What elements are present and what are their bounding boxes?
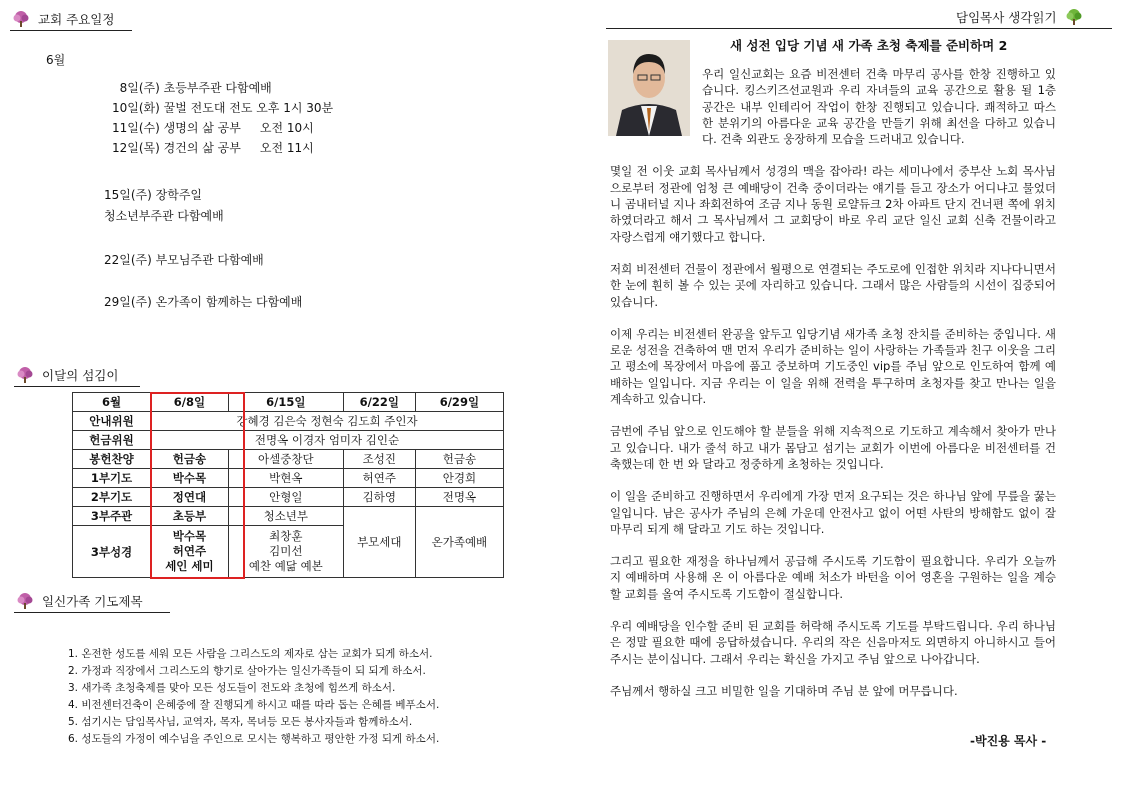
table-cell <box>151 526 229 578</box>
table-row-header: 1부기도 <box>73 469 151 488</box>
table-row <box>73 507 504 526</box>
schedule-item: 청소년부주관 다함예배 <box>104 209 224 223</box>
table-cell: 온가족예배 <box>415 507 503 578</box>
list-item: 3. 새가족 초청축제를 맞아 모든 성도들이 전도와 초청에 힘쓰게 하소서. <box>68 682 396 694</box>
schedule-item: 10일(화) 꿀벌 전도대 전도 오후 1시 30분 <box>112 101 334 115</box>
article-body <box>610 66 1056 715</box>
article-paragraph: 이제 우리는 비전센터 완공을 앞두고 입당기념 새가족 초청 잔치를 준비하는 중입니다. 새로운 성전을 건축하여 맨 먼저 우리가 준비하는 일이 사랑하는 가족들과 친구 이웃을 그리고 평소에 목장에서 마음에 품고 중보하며 기도중인 vip를 주님 앞으로 인도하여 함께 예배하는 일입니다. 지금 우리는 이 일을 위해 전력을 투구하며 초청자를 찾고 만나는 일을 계속하고 있습니다. <box>610 326 1056 407</box>
schedule-item: 12일(목) 경건의 삶 공부 오전 11시 <box>112 141 314 155</box>
schedule-item: 29일(주) 온가족이 함께하는 다함예배 <box>104 295 303 309</box>
tree-icon <box>10 10 32 28</box>
schedule-list-week1 <box>112 78 333 158</box>
cell-line: 박수목 <box>172 529 207 543</box>
table-cell: 전명옥 이경자 엄미자 김인순 <box>151 431 504 450</box>
table-row-header: 3부성경 <box>73 526 151 578</box>
list-item: 4. 비전센터건축이 은혜중에 잘 진행되게 하시고 때를 따라 돕는 은혜를 베푸소서. <box>68 699 440 711</box>
table-cell: 박현옥 <box>228 469 343 488</box>
table-cell: 청소년부 <box>228 507 343 526</box>
table-cell: 헌금송 <box>415 450 503 469</box>
table-row-header: 봉헌찬양 <box>73 450 151 469</box>
table-cell: 부모세대 <box>343 507 415 578</box>
list-item: 1. 온전한 성도를 세워 모든 사람을 그리스도의 제자로 삼는 교회가 되게 하소서. <box>68 648 433 660</box>
schedule-item: 22일(주) 부모님주관 다함예배 <box>104 253 264 267</box>
prayer-section-header <box>14 592 143 610</box>
table-cell: 6/22일 <box>343 393 415 412</box>
table-cell: 박수목 <box>151 469 229 488</box>
table-row <box>73 469 504 488</box>
list-item: 5. 섬기시는 담임목사님, 교역자, 목자, 목녀등 모든 봉사자들과 함께하소서. <box>68 716 413 728</box>
article-paragraph: 우리 예배당을 인수할 준비 된 교회를 허락해 주시도록 기도를 부탁드립니다. 우리 하나님은 정말 필요한 때에 응답하셨습니다. 우리의 작은 신음마저도 외면하지 아니하시고 들어 주시는 분이십니다. 그래서 우리는 확신을 가지고 주님 앞으로 나아갑니다. <box>610 619 1056 666</box>
table-cell: 안경희 <box>415 469 503 488</box>
table-row <box>73 450 504 469</box>
article-paragraph: 이 일을 준비하고 진행하면서 우리에게 가장 먼저 요구되는 것은 하나님 앞에 무릎을 꿇는 일입니다. 남은 공사가 주님의 은혜 가운데 안전사고 없이 어떤 사탄의 방해함도 없이 잘 마무리 되게 해 달라고 기도 하는 것입니다. <box>610 489 1056 536</box>
cell-line: 김미선 <box>269 544 303 558</box>
schedule-title: 교회 주요일정 <box>38 12 115 27</box>
tree-icon <box>14 592 36 610</box>
schedule-item: 15일(주) 장학주일 <box>104 188 202 202</box>
table-row-header: 3부주관 <box>73 507 151 526</box>
schedule-section-header <box>10 10 114 28</box>
article-paragraph: 저희 비전센터 건물이 정관에서 월평으로 연결되는 주도로에 인접한 위치라 지나다니면서 한 눈에 훤히 볼 수 있는 곳에 자리하고 있습니다. 그래서 많은 사람들의 시선이 집중되어 있습니다. <box>610 261 1056 309</box>
table-cell: 초등부 <box>151 507 229 526</box>
schedule-item: 8일(주) 초등부주관 다함예배 <box>112 81 272 95</box>
article-title: 새 성전 입당 기념 새 가족 초청 축제를 준비하며 2 <box>730 38 1008 53</box>
table-cell: 6/8일 <box>151 393 229 412</box>
signature: -박진용 목사 - <box>970 734 1047 748</box>
table-cell: 6월 <box>73 393 151 412</box>
table-row-header: 헌금위원 <box>73 431 151 450</box>
table-cell: 강혜경 김은숙 정현숙 김도희 주인자 <box>151 412 504 431</box>
table-cell: 정연대 <box>151 488 229 507</box>
table-row-header: 안내위원 <box>73 412 151 431</box>
prayer-title: 일신가족 기도제목 <box>42 594 143 609</box>
table-cell: 헌금송 <box>151 450 229 469</box>
duty-table <box>72 392 504 578</box>
column-section-header <box>956 8 1085 26</box>
list-item: 6. 성도들의 가정이 예수님을 주인으로 모시는 행복하고 평안한 가정 되게 하소서. <box>68 733 440 745</box>
table-row-header: 2부기도 <box>73 488 151 507</box>
article-paragraph: 금번에 주님 앞으로 인도해야 할 분들을 위해 지속적으로 기도하고 계속해서 찾아가 만나고 있습니다. 내가 줄석 하고 내가 몸담고 섬기는 교회가 이번에 아름다운 비전센터를 건축했는데 한 번 와 달라고 정중하게 초청하는 것입니다. <box>610 424 1056 471</box>
tree-icon <box>14 366 36 384</box>
article-paragraph: 몇일 전 이웃 교회 목사님께서 성경의 맥을 잡아라! 라는 세미나에서 중부산 노회 목사님으로부터 정관에 엄청 큰 예배당이 건축 중이더라는 얘기를 듣고 장소가 어디냐고 물었더니 곰내터널 지나 좌회전하여 조금 지나 동원 로얄듀크 2차 아파트 단지 건너편 쪽에 위치하였더라고 해서 그 목사님께서 그 교회당이 바로 우리 교단 일신 교회 신축 건물이라고 자랑스럽게 얘기했다고 합니다. <box>610 164 1056 244</box>
table-row <box>73 412 504 431</box>
table-cell: 6/15일 <box>228 393 343 412</box>
cell-line: 세인 세미 <box>165 559 214 573</box>
table-cell: 안형일 <box>228 488 343 507</box>
prayer-list <box>68 646 439 748</box>
article-paragraph <box>610 66 1056 147</box>
list-item: 2. 가정과 직장에서 그리스도의 향기로 살아가는 일신가족들이 되 되게 하소서. <box>68 665 426 677</box>
table-row <box>73 431 504 450</box>
article-paragraph: 주님께서 행하실 크고 비밀한 일을 기대하며 주님 분 앞에 머무릅니다. <box>610 683 958 698</box>
paragraph-text: 우리 일신교회는 요즘 비전센터 건축 마무리 공사를 한창 진행하고 있습니다. 킹스키즈선교원과 우리 자녀들의 교육 공간으로 활용 될 1층 공간은 내부 인테리어 작업이 한창 진행되고 있습니다. 쾌적하고 따스한 분위기의 아름다운 교육 공간을 만들기 위해 최선을 다하고 있습니다. 건축 외관도 웅장하게 모습을 드러내고 있습니다. <box>702 67 1056 147</box>
table-cell: 허연주 <box>343 469 415 488</box>
schedule-month: 6월 <box>46 53 66 67</box>
cell-line: 허연주 <box>172 544 207 558</box>
duty-title: 이달의 섬김이 <box>42 368 119 383</box>
schedule-item: 11일(수) 생명의 삶 공부 오전 10시 <box>112 121 314 135</box>
table-cell <box>228 526 343 578</box>
table-row <box>73 488 504 507</box>
cell-line: 최창훈 <box>269 529 303 543</box>
header-divider <box>606 28 1112 29</box>
table-cell: 전명옥 <box>415 488 503 507</box>
table-row <box>73 393 504 412</box>
column-header-title: 담임목사 생각읽기 <box>956 10 1057 25</box>
cell-line: 예찬 예닮 예본 <box>248 559 323 573</box>
article-paragraph: 그리고 필요한 재정을 하나님께서 공급해 주시도록 기도함이 필요합니다. 우리가 오늘까지 예배하며 사용해 온 이 아름다운 예배 처소가 바턴을 이어 영혼을 구원하는 일을 계승할 교회를 올여 주시도록 기도함이 절실합니다. <box>610 554 1056 601</box>
table-cell: 조성진 <box>343 450 415 469</box>
table-cell: 아셀중창단 <box>228 450 343 469</box>
table-cell: 6/29일 <box>415 393 503 412</box>
table-cell: 김하영 <box>343 488 415 507</box>
duty-section-header <box>14 366 118 384</box>
tree-icon <box>1063 8 1085 26</box>
